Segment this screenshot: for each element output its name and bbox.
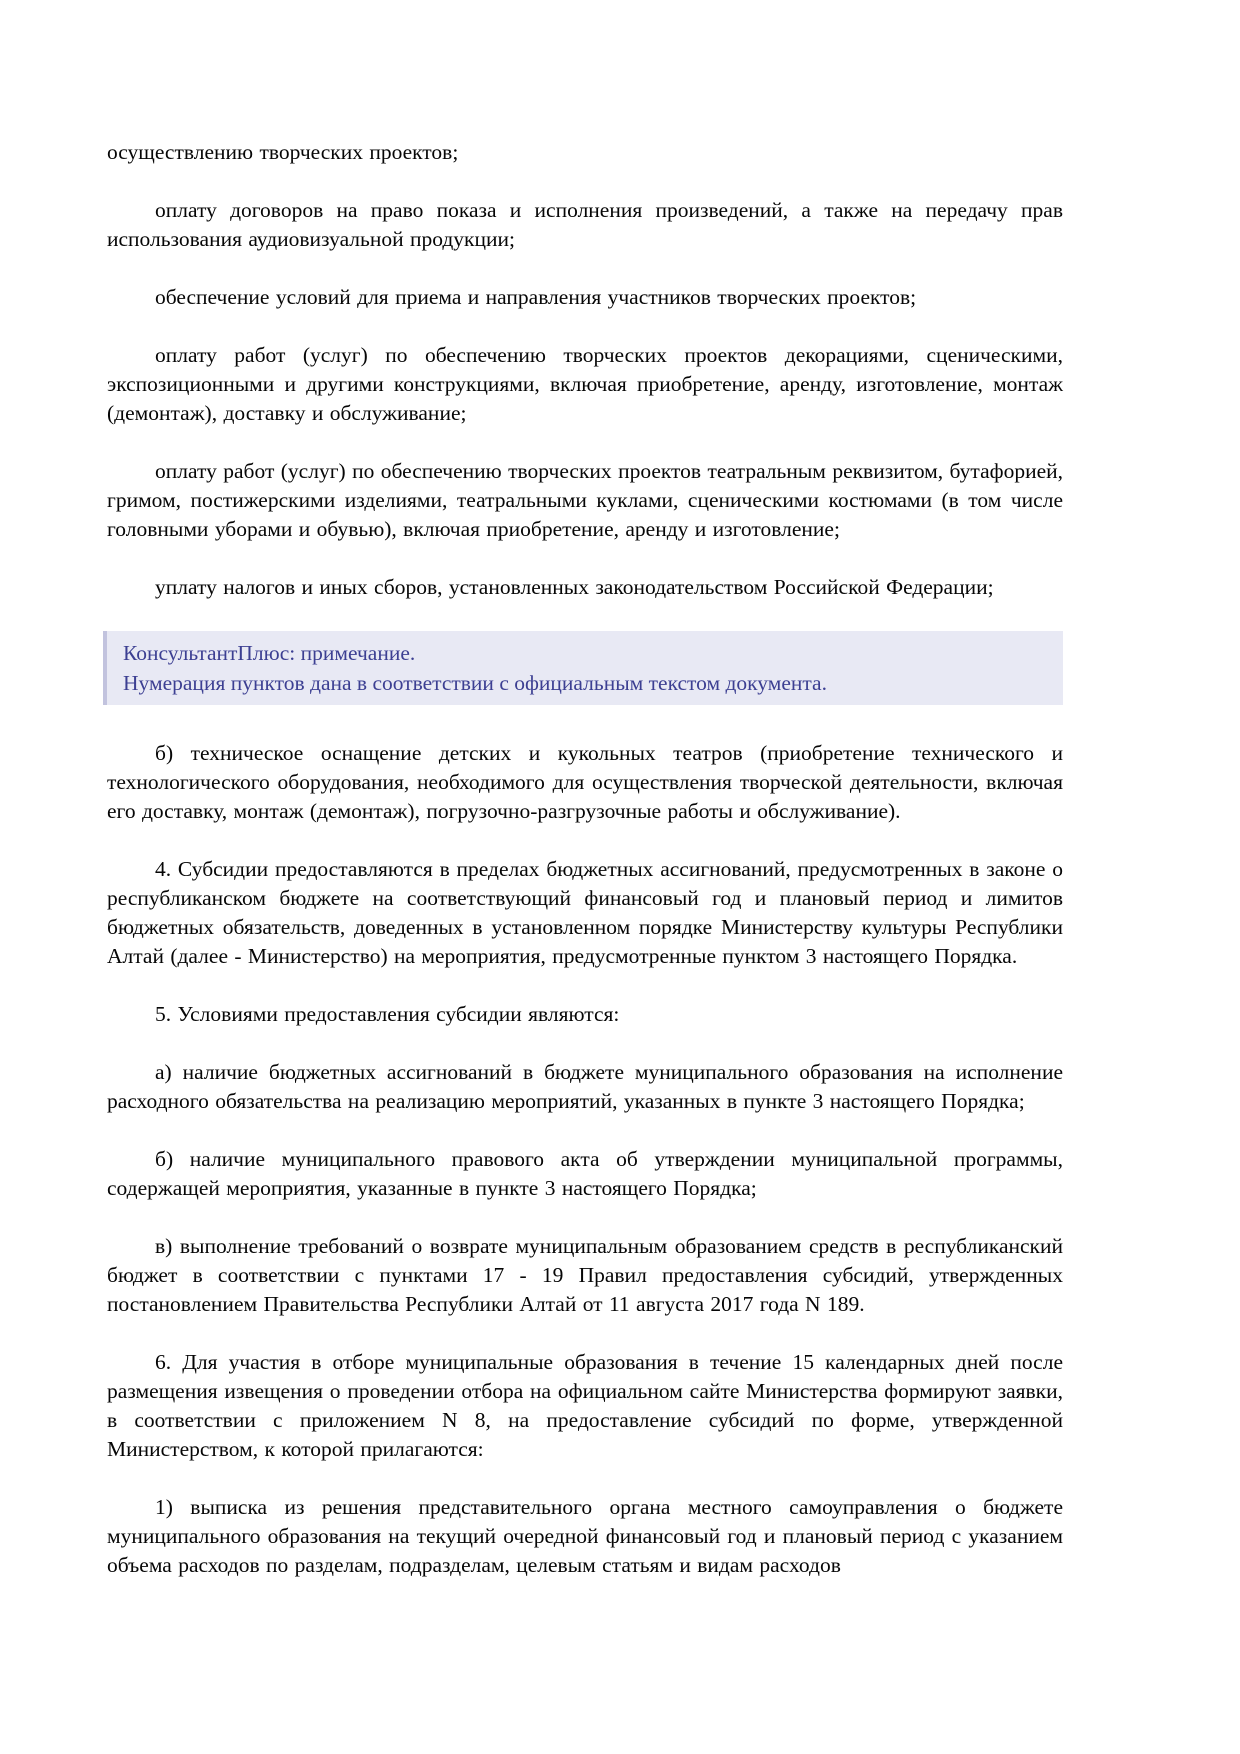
- paragraph: оплату работ (услуг) по обеспечению творческих проектов декорациями, сценическими, экспозиционными и другими конструкциями, включая приобретение, аренду, изготовление, монтаж (демонтаж), доставку и обслуживание;: [107, 343, 1063, 425]
- paragraph: 1) выписка из решения представительного органа местного самоуправления о бюджете муниципального образования на текущий очередной финансовый год и плановый период с указанием объема расходов по разделам, подразделам, целевым статьям и видам расходов: [107, 1495, 1063, 1577]
- paragraph: б) техническое оснащение детских и кукольных театров (приобретение технического и технологического оборудования, необходимого для осуществления творческой деятельности, включая его доставку, монтаж (демонтаж), погрузочно-разгрузочные работы и обслуживание).: [107, 741, 1063, 823]
- paragraph: а) наличие бюджетных ассигнований в бюджете муниципального образования на исполнение расходного обязательства на реализацию мероприятий, указанных в пункте 3 настоящего Порядка;: [107, 1060, 1063, 1113]
- paragraph: уплату налогов и иных сборов, установленных законодательством Российской Федерации;: [155, 575, 994, 599]
- paragraph: 6. Для участия в отборе муниципальные образования в течение 15 календарных дней после размещения извещения о проведении отбора на официальном сайте Министерства формируют заявки, в соответствии с приложением N 8, на предоставление субсидий по форме, утвержденной Министерством, к которой прилагаются:: [107, 1350, 1063, 1461]
- paragraph: оплату договоров на право показа и исполнения произведений, а также на передачу прав использования аудиовизуальной продукции;: [107, 198, 1063, 251]
- consultant-note-text: Нумерация пунктов дана в соответствии с официальным текстом документа.: [123, 671, 827, 695]
- paragraph: осуществлению творческих проектов;: [107, 140, 459, 164]
- consultant-note: [103, 631, 1063, 705]
- paragraph: оплату работ (услуг) по обеспечению творческих проектов театральным реквизитом, бутафорией, гримом, постижерскими изделиями, театральными куклами, сценическими костюмами (в том числе головными уборами и обувью), включая приобретение, аренду и изготовление;: [107, 459, 1063, 541]
- paragraph: 5. Условиями предоставления субсидии являются:: [155, 1002, 620, 1026]
- paragraph: б) наличие муниципального правового акта об утверждении муниципальной программы, содержащей мероприятия, указанные в пункте 3 настоящего Порядка;: [107, 1147, 1063, 1200]
- consultant-note-label: КонсультантПлюс: примечание.: [123, 641, 416, 665]
- paragraph: обеспечение условий для приема и направления участников творческих проектов;: [155, 285, 917, 309]
- paragraph: 4. Субсидии предоставляются в пределах бюджетных ассигнований, предусмотренных в законе о республиканском бюджете на соответствующий финансовый год и плановый период и лимитов бюджетных обязательств, доведенных в установленном порядке Министерству культуры Республики Алтай (далее - Министерство) на мероприятия, предусмотренные пунктом 3 настоящего Порядка.: [107, 857, 1063, 968]
- paragraph: в) выполнение требований о возврате муниципальным образованием средств в республиканский бюджет в соответствии с пунктами 17 - 19 Правил предоставления субсидий, утвержденных постановлением Правительства Республики Алтай от 11 августа 2017 года N 189.: [107, 1234, 1063, 1316]
